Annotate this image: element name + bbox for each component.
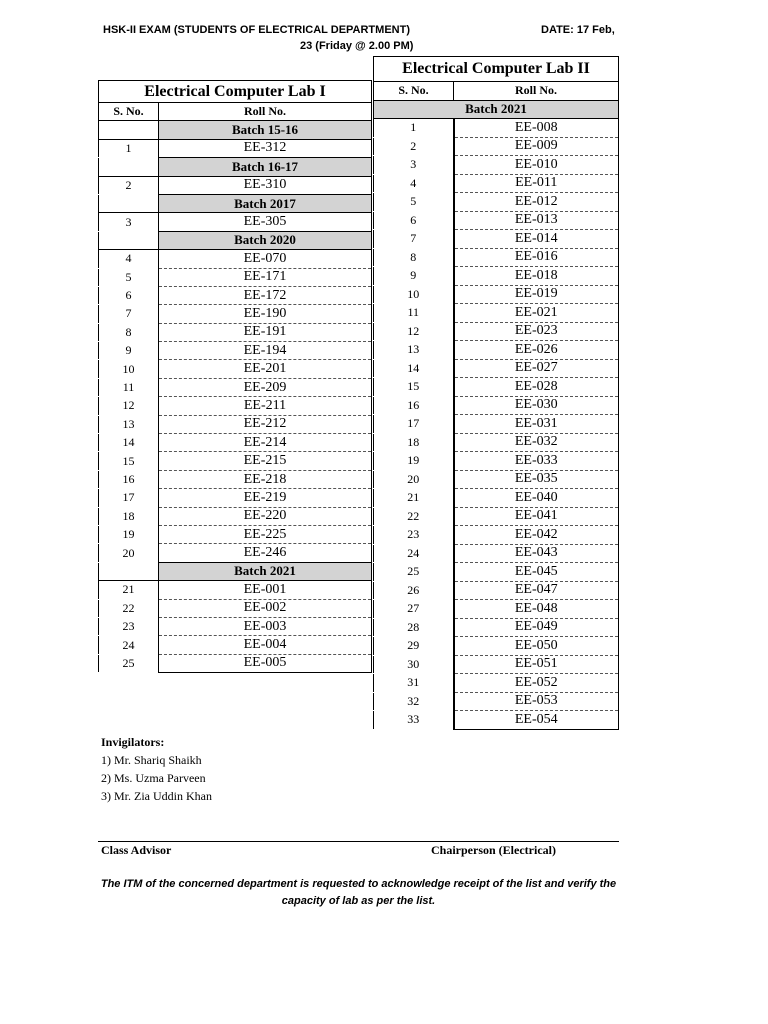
class-advisor-signature: Class Advisor bbox=[101, 843, 172, 857]
roll-number: EE-054 bbox=[454, 711, 619, 730]
serial-number: 12 bbox=[374, 322, 454, 341]
roll-number: EE-001 bbox=[159, 581, 372, 599]
roll-number: EE-053 bbox=[454, 692, 619, 711]
batch-label: Batch 2021 bbox=[374, 100, 619, 119]
table-row bbox=[374, 359, 619, 378]
table-row bbox=[99, 176, 372, 194]
table-row bbox=[374, 248, 619, 267]
roll-number: EE-220 bbox=[159, 507, 372, 525]
serial-number: 27 bbox=[374, 600, 454, 619]
chairperson-signature: Chairperson (Electrical) bbox=[431, 843, 556, 857]
lab2-col-sno: S. No. bbox=[374, 82, 454, 101]
table-row bbox=[374, 378, 619, 397]
roll-number: EE-014 bbox=[454, 230, 619, 249]
serial-number: 32 bbox=[374, 692, 454, 711]
serial-number: 8 bbox=[99, 323, 159, 341]
invigilator-name: 1) Mr. Shariq Shaikh bbox=[101, 753, 202, 767]
serial-number: 19 bbox=[374, 452, 454, 471]
table-row bbox=[374, 267, 619, 286]
serial-number: 3 bbox=[374, 156, 454, 175]
roll-number: EE-041 bbox=[454, 507, 619, 526]
serial-number: 4 bbox=[99, 250, 159, 268]
table-row bbox=[99, 250, 372, 268]
serial-number: 2 bbox=[374, 137, 454, 156]
serial-number: 6 bbox=[99, 286, 159, 304]
roll-number: EE-013 bbox=[454, 211, 619, 230]
serial-number: 33 bbox=[374, 711, 454, 730]
roll-number: EE-030 bbox=[454, 396, 619, 415]
lab1-body bbox=[99, 81, 372, 673]
lab2-title: Electrical Computer Lab II bbox=[374, 57, 619, 82]
table-row bbox=[374, 470, 619, 489]
table-row bbox=[374, 489, 619, 508]
serial-number: 30 bbox=[374, 655, 454, 674]
batch-header-row bbox=[99, 231, 372, 249]
table-row bbox=[374, 415, 619, 434]
serial-number: 2 bbox=[99, 176, 159, 194]
table-row bbox=[374, 193, 619, 212]
table-row bbox=[99, 654, 372, 672]
exam-date: DATE: 17 Feb, bbox=[541, 24, 615, 36]
serial-number: 1 bbox=[99, 139, 159, 157]
roll-number: EE-011 bbox=[454, 174, 619, 193]
table-row bbox=[374, 230, 619, 249]
roll-number: EE-045 bbox=[454, 563, 619, 582]
roll-number: EE-016 bbox=[454, 248, 619, 267]
table-row bbox=[374, 433, 619, 452]
table-row bbox=[374, 674, 619, 693]
lab2-body bbox=[374, 57, 619, 730]
serial-number: 23 bbox=[99, 617, 159, 635]
exam-time: 23 (Friday @ 2.00 PM) bbox=[300, 40, 414, 52]
serial-number: 19 bbox=[99, 525, 159, 543]
roll-number: EE-047 bbox=[454, 581, 619, 600]
lab2-column-header bbox=[374, 82, 619, 101]
serial-number: 16 bbox=[99, 470, 159, 488]
batch-spacer bbox=[99, 194, 159, 212]
table-row bbox=[99, 525, 372, 543]
serial-number: 3 bbox=[99, 213, 159, 231]
table-row bbox=[374, 156, 619, 175]
roll-number: EE-215 bbox=[159, 452, 372, 470]
table-row bbox=[99, 360, 372, 378]
batch-label: Batch 16-17 bbox=[159, 158, 372, 176]
roll-number: EE-019 bbox=[454, 285, 619, 304]
table-row bbox=[99, 268, 372, 286]
roll-number: EE-035 bbox=[454, 470, 619, 489]
serial-number: 22 bbox=[99, 599, 159, 617]
serial-number: 7 bbox=[374, 230, 454, 249]
serial-number: 14 bbox=[374, 359, 454, 378]
roll-number: EE-246 bbox=[159, 544, 372, 562]
roll-number: EE-008 bbox=[454, 119, 619, 138]
serial-number: 25 bbox=[374, 563, 454, 582]
serial-number: 14 bbox=[99, 434, 159, 452]
serial-number: 10 bbox=[99, 360, 159, 378]
serial-number: 22 bbox=[374, 507, 454, 526]
table-row bbox=[99, 415, 372, 433]
serial-number: 7 bbox=[99, 305, 159, 323]
roll-number: EE-023 bbox=[454, 322, 619, 341]
roll-number: EE-214 bbox=[159, 434, 372, 452]
table-row bbox=[99, 434, 372, 452]
batch-spacer bbox=[99, 562, 159, 580]
serial-number: 28 bbox=[374, 618, 454, 637]
serial-number: 1 bbox=[374, 119, 454, 138]
table-row bbox=[99, 378, 372, 396]
table-row bbox=[374, 452, 619, 471]
roll-number: EE-012 bbox=[454, 193, 619, 212]
roll-number: EE-212 bbox=[159, 415, 372, 433]
table-row bbox=[374, 119, 619, 138]
roll-number: EE-209 bbox=[159, 378, 372, 396]
roll-number: EE-052 bbox=[454, 674, 619, 693]
table-row bbox=[374, 600, 619, 619]
roll-number: EE-070 bbox=[159, 250, 372, 268]
serial-number: 15 bbox=[374, 378, 454, 397]
table-row bbox=[99, 470, 372, 488]
roll-number: EE-171 bbox=[159, 268, 372, 286]
table-row bbox=[374, 637, 619, 656]
serial-number: 18 bbox=[374, 433, 454, 452]
serial-number: 5 bbox=[99, 268, 159, 286]
batch-label: Batch 2021 bbox=[159, 562, 372, 580]
batch-header-row bbox=[99, 194, 372, 212]
roll-number: EE-310 bbox=[159, 176, 372, 194]
batch-header-row bbox=[99, 562, 372, 580]
roll-number: EE-027 bbox=[454, 359, 619, 378]
serial-number: 12 bbox=[99, 397, 159, 415]
serial-number: 20 bbox=[99, 544, 159, 562]
roll-number: EE-028 bbox=[454, 378, 619, 397]
serial-number: 10 bbox=[374, 285, 454, 304]
table-row bbox=[99, 617, 372, 635]
table-row bbox=[99, 323, 372, 341]
roll-number: EE-201 bbox=[159, 360, 372, 378]
serial-number: 23 bbox=[374, 526, 454, 545]
roll-number: EE-004 bbox=[159, 636, 372, 654]
roll-number: EE-009 bbox=[454, 137, 619, 156]
roll-number: EE-005 bbox=[159, 654, 372, 672]
table-row bbox=[99, 599, 372, 617]
roll-number: EE-043 bbox=[454, 544, 619, 563]
invigilators-label: Invigilators: bbox=[101, 735, 165, 749]
serial-number: 8 bbox=[374, 248, 454, 267]
table-row bbox=[374, 174, 619, 193]
serial-number: 24 bbox=[374, 544, 454, 563]
roll-number: EE-003 bbox=[159, 617, 372, 635]
footer-note: The ITM of the concerned department is requested to acknowledge receipt of the list and verify the capacity of lab as per the list. bbox=[100, 878, 617, 907]
serial-number: 6 bbox=[374, 211, 454, 230]
invigilator-name: 2) Ms. Uzma Parveen bbox=[101, 771, 206, 785]
table-row bbox=[99, 305, 372, 323]
lab1-title: Electrical Computer Lab I bbox=[99, 81, 372, 103]
roll-number: EE-018 bbox=[454, 267, 619, 286]
lab1-title-row bbox=[99, 81, 372, 103]
roll-number: EE-191 bbox=[159, 323, 372, 341]
table-row bbox=[374, 581, 619, 600]
signature-line bbox=[98, 841, 619, 842]
batch-label: Batch 15-16 bbox=[159, 121, 372, 139]
serial-number: 24 bbox=[99, 636, 159, 654]
roll-number: EE-040 bbox=[454, 489, 619, 508]
roll-number: EE-033 bbox=[454, 452, 619, 471]
batch-spacer bbox=[99, 158, 159, 176]
table-row bbox=[374, 692, 619, 711]
table-row bbox=[374, 711, 619, 730]
table-row bbox=[374, 322, 619, 341]
serial-number: 4 bbox=[374, 174, 454, 193]
batch-label: Batch 2020 bbox=[159, 231, 372, 249]
serial-number: 18 bbox=[99, 507, 159, 525]
roll-number: EE-172 bbox=[159, 286, 372, 304]
roll-number: EE-225 bbox=[159, 525, 372, 543]
serial-number: 15 bbox=[99, 452, 159, 470]
table-row bbox=[374, 304, 619, 323]
batch-label: Batch 2017 bbox=[159, 194, 372, 212]
roll-number: EE-002 bbox=[159, 599, 372, 617]
serial-number: 29 bbox=[374, 637, 454, 656]
table-row bbox=[99, 544, 372, 562]
roll-number: EE-211 bbox=[159, 397, 372, 415]
serial-number: 26 bbox=[374, 581, 454, 600]
serial-number: 11 bbox=[99, 378, 159, 396]
roll-number: EE-048 bbox=[454, 600, 619, 619]
lab2-col-roll: Roll No. bbox=[454, 82, 619, 101]
roll-number: EE-194 bbox=[159, 342, 372, 360]
roll-number: EE-042 bbox=[454, 526, 619, 545]
roll-number: EE-190 bbox=[159, 305, 372, 323]
serial-number: 21 bbox=[99, 581, 159, 599]
batch-header-row bbox=[99, 121, 372, 139]
table-row bbox=[99, 286, 372, 304]
roll-number: EE-049 bbox=[454, 618, 619, 637]
batch-spacer bbox=[99, 231, 159, 249]
table-row bbox=[374, 655, 619, 674]
table-row bbox=[99, 213, 372, 231]
serial-number: 13 bbox=[99, 415, 159, 433]
roll-number: EE-010 bbox=[454, 156, 619, 175]
invigilators-section bbox=[101, 733, 212, 805]
lab2-table bbox=[373, 56, 619, 730]
exam-title: HSK-II EXAM (STUDENTS OF ELECTRICAL DEPARTMENT) bbox=[103, 24, 410, 36]
roll-number: EE-218 bbox=[159, 470, 372, 488]
table-row bbox=[374, 396, 619, 415]
table-row bbox=[374, 211, 619, 230]
serial-number: 21 bbox=[374, 489, 454, 508]
table-row bbox=[99, 139, 372, 157]
serial-number: 9 bbox=[374, 267, 454, 286]
serial-number: 17 bbox=[99, 489, 159, 507]
serial-number: 13 bbox=[374, 341, 454, 360]
table-row bbox=[99, 581, 372, 599]
serial-number: 9 bbox=[99, 342, 159, 360]
roll-number: EE-312 bbox=[159, 139, 372, 157]
table-row bbox=[374, 137, 619, 156]
table-row bbox=[99, 636, 372, 654]
batch-header-row bbox=[99, 158, 372, 176]
serial-number: 11 bbox=[374, 304, 454, 323]
serial-number: 5 bbox=[374, 193, 454, 212]
batch-spacer bbox=[99, 121, 159, 139]
roll-number: EE-219 bbox=[159, 489, 372, 507]
roll-number: EE-031 bbox=[454, 415, 619, 434]
serial-number: 31 bbox=[374, 674, 454, 693]
table-row bbox=[99, 342, 372, 360]
lab1-col-roll: Roll No. bbox=[159, 103, 372, 121]
lab2-title-row bbox=[374, 57, 619, 82]
table-row bbox=[374, 544, 619, 563]
table-row bbox=[374, 618, 619, 637]
table-row bbox=[99, 507, 372, 525]
table-row bbox=[99, 489, 372, 507]
table-row bbox=[99, 452, 372, 470]
lab1-table bbox=[98, 80, 372, 673]
table-row bbox=[374, 526, 619, 545]
roll-number: EE-021 bbox=[454, 304, 619, 323]
roll-number: EE-050 bbox=[454, 637, 619, 656]
invigilator-name: 3) Mr. Zia Uddin Khan bbox=[101, 789, 212, 803]
roll-number: EE-032 bbox=[454, 433, 619, 452]
roll-number: EE-051 bbox=[454, 655, 619, 674]
roll-number: EE-026 bbox=[454, 341, 619, 360]
table-row bbox=[374, 563, 619, 582]
table-row bbox=[99, 397, 372, 415]
roll-number: EE-305 bbox=[159, 213, 372, 231]
serial-number: 25 bbox=[99, 654, 159, 672]
serial-number: 20 bbox=[374, 470, 454, 489]
lab1-col-sno: S. No. bbox=[99, 103, 159, 121]
batch-header-row bbox=[374, 100, 619, 119]
lab1-column-header bbox=[99, 103, 372, 121]
table-row bbox=[374, 285, 619, 304]
table-row bbox=[374, 507, 619, 526]
serial-number: 17 bbox=[374, 415, 454, 434]
serial-number: 16 bbox=[374, 396, 454, 415]
table-row bbox=[374, 341, 619, 360]
